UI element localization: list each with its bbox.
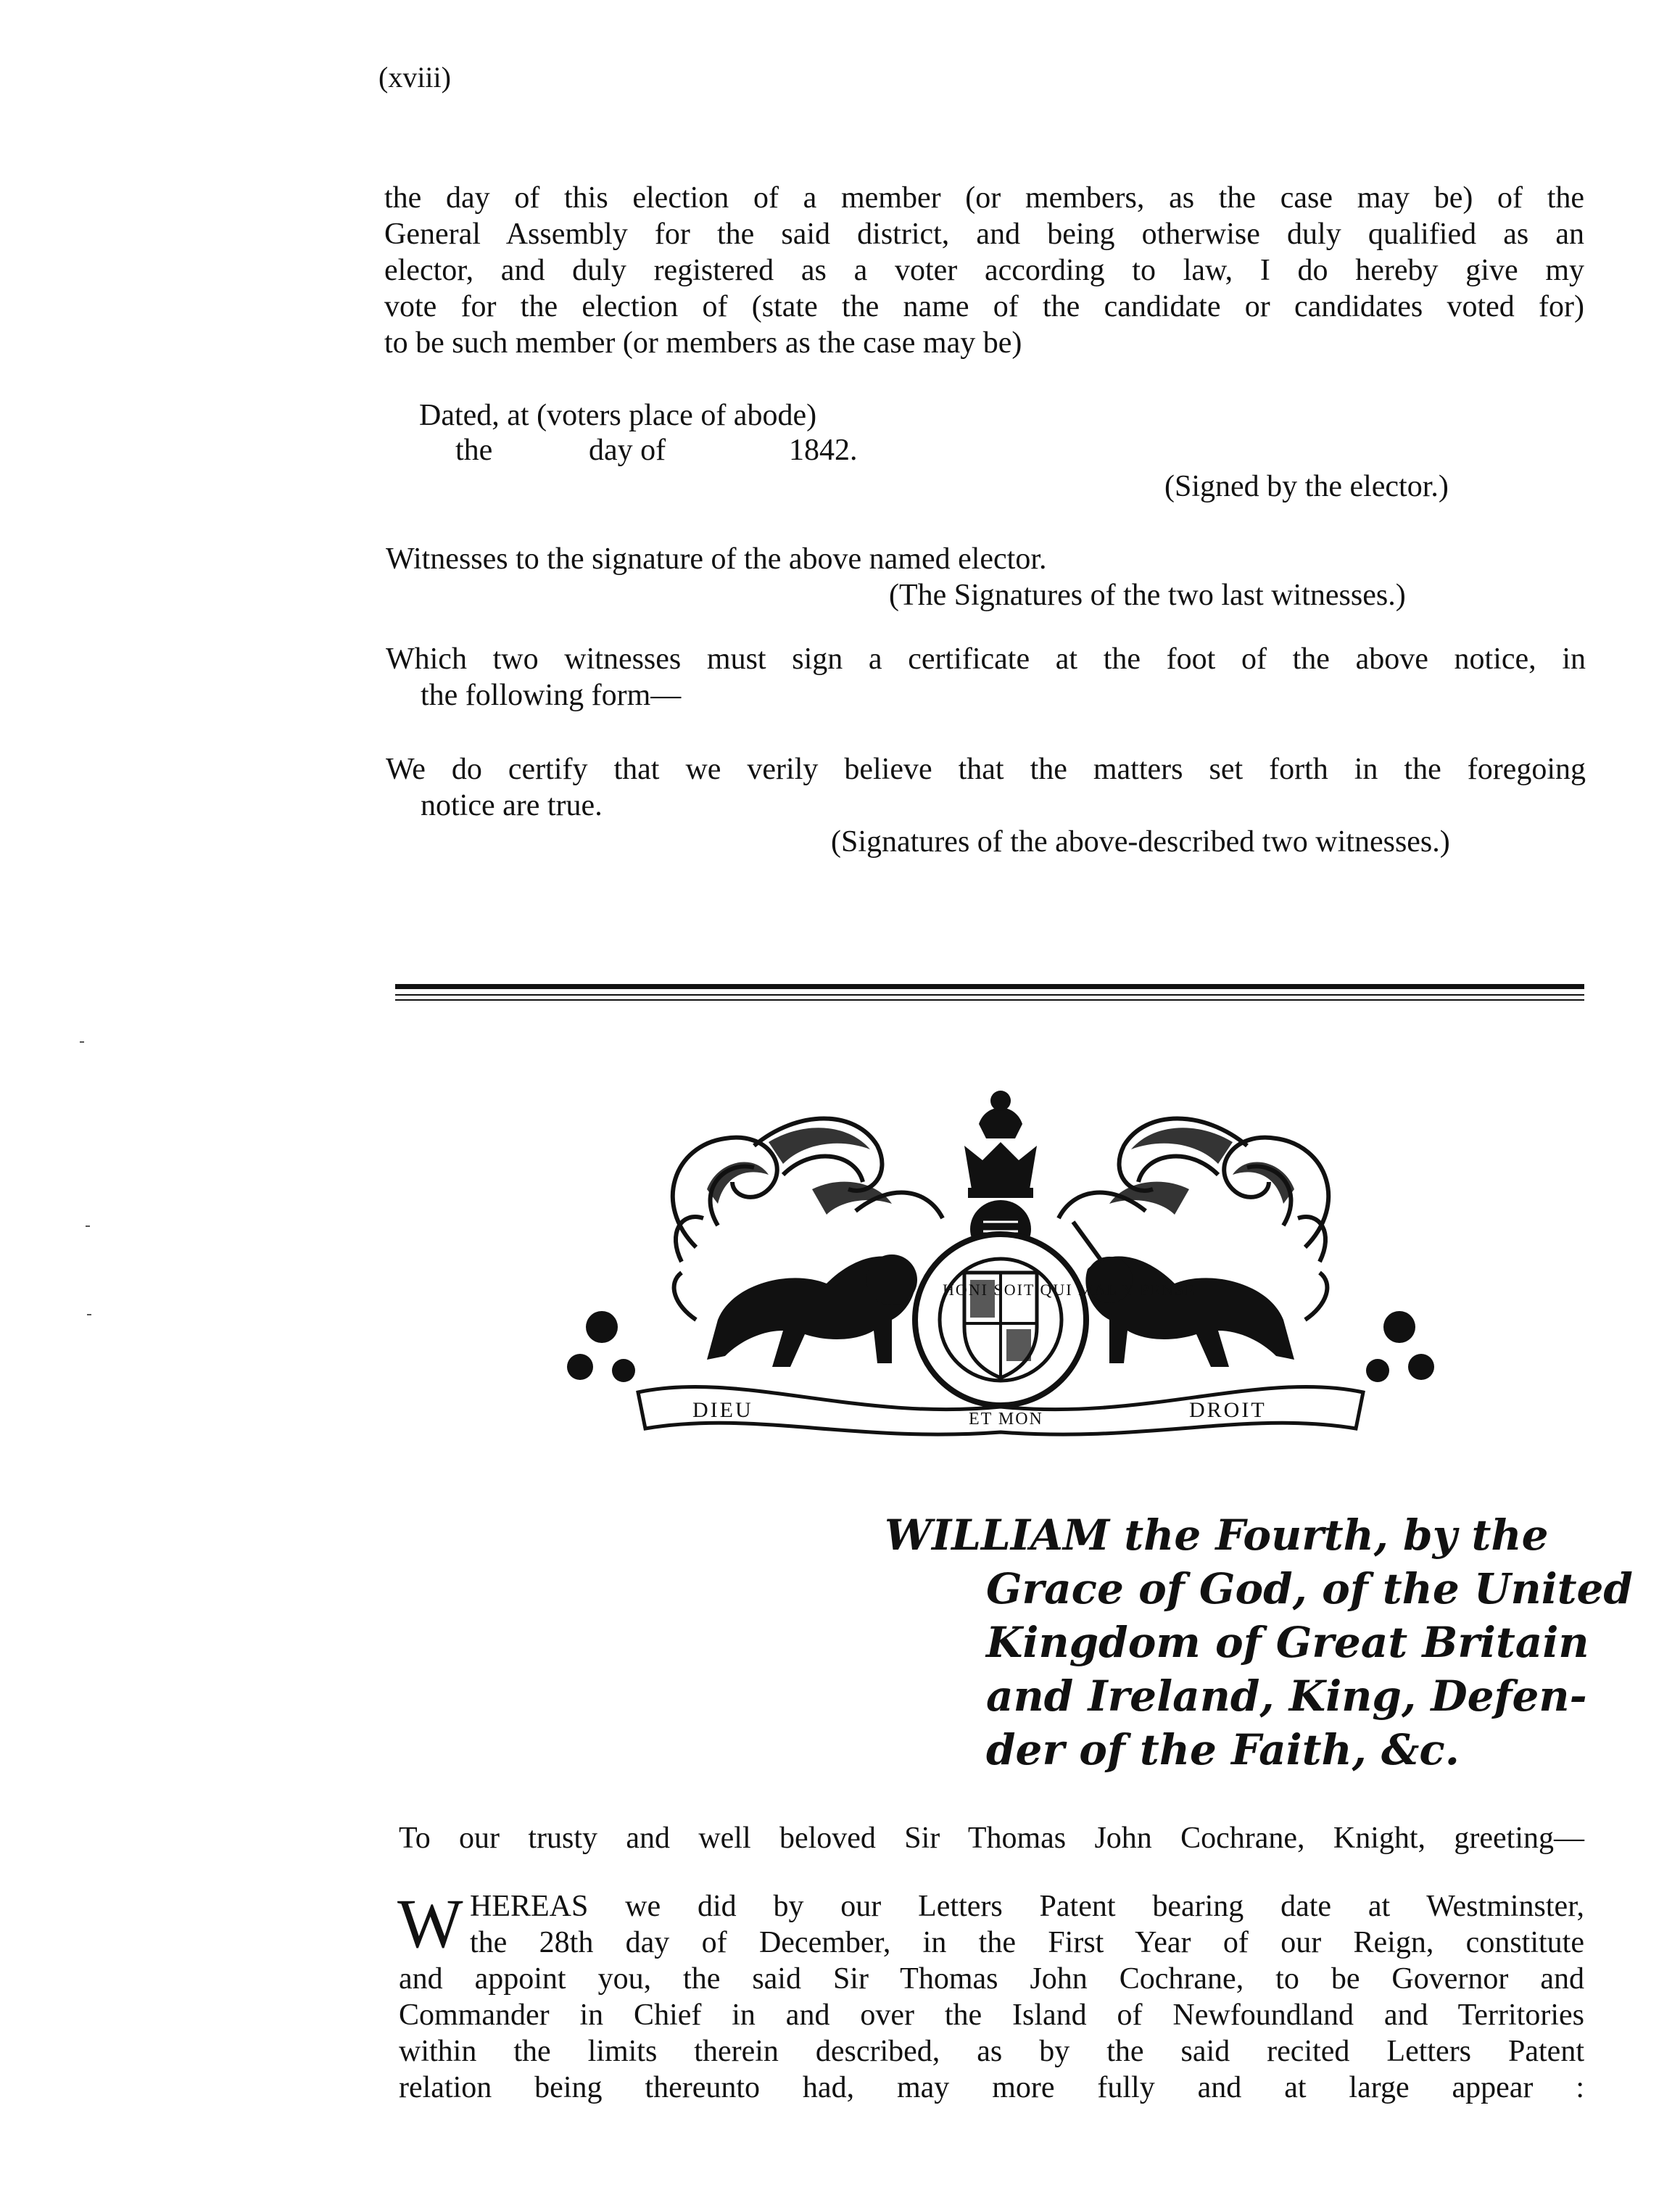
garter-motto: HONI SOIT QUI MAL Y PENSE xyxy=(943,1281,1196,1299)
motto-middle: ET MON xyxy=(969,1410,1043,1429)
royal-coat-of-arms xyxy=(551,1080,1450,1443)
date-the: the xyxy=(455,434,493,467)
margin-mark xyxy=(87,1314,91,1315)
whereas-paragraph xyxy=(399,1961,1584,2106)
notice-line: to be such member (or members as the case may be) xyxy=(384,326,1022,360)
whereas-line: the 28th day of December, in the First Year of our Reign, constitute xyxy=(470,1926,1584,1959)
lion-supporter-icon xyxy=(674,1254,917,1367)
notice-line: the day of this election of a member (or members, as the case may be) of the xyxy=(384,181,1584,215)
page-number: (xviii) xyxy=(378,61,451,94)
title-line: and Ireland, King, Defen- xyxy=(986,1671,1587,1721)
garter-shield-icon xyxy=(915,1234,1086,1405)
whereas-line: and appoint you, the said Sir Thomas John Cochrane, to be Governor and xyxy=(399,1962,1584,1996)
whereas-line: Commander in Chief in and over the Island of Newfoundland and Territories xyxy=(399,1998,1584,2032)
crown-icon xyxy=(964,1091,1037,1198)
whereas-line: HEREAS we did by our Letters Patent bearing date at Westminster, xyxy=(470,1890,1584,1923)
whereas-line: relation being thereunto had, may more fully and at large appear : xyxy=(399,2071,1584,2104)
following-form-line: the following form— xyxy=(421,679,682,712)
title-line: der of the Faith, &c. xyxy=(986,1725,1460,1774)
divider-rule xyxy=(395,999,1584,1001)
whereas-line: within the limits therein described, as by the said recited Letters Patent xyxy=(399,2035,1584,2068)
date-year: 1842. xyxy=(789,434,858,467)
witnesses-line: Witnesses to the signature of the above named elector. xyxy=(386,542,1047,576)
date-day-of: day of xyxy=(589,434,666,467)
title-line: WILLIAM the Fourth, by the xyxy=(885,1510,1549,1560)
signed-by-elector: (Signed by the elector.) xyxy=(1164,470,1449,503)
which-witnesses-line: Which two witnesses must sign a certificate at the foot of the above notice, in xyxy=(386,642,1586,676)
greeting-line: To our trusty and well beloved Sir Thomas John Cochrane, Knight, greeting— xyxy=(399,1822,1584,1855)
voter-notice-paragraph xyxy=(384,180,1584,361)
margin-mark xyxy=(86,1225,90,1227)
notice-line: General Assembly for the said district, and being otherwise duly qualified as an xyxy=(384,218,1584,251)
title-line: Grace of God, of the United xyxy=(986,1564,1633,1613)
notice-line: elector, and duly registered as a voter according to law, I do hereby give my xyxy=(384,254,1584,287)
divider-rule xyxy=(395,994,1584,996)
certify-line: We do certify that we verily believe that the matters set forth in the foregoing xyxy=(386,753,1586,786)
drop-cap: W xyxy=(397,1885,463,1962)
notice-true-line: notice are true. xyxy=(421,789,603,822)
title-line: Kingdom of Great Britain xyxy=(986,1618,1589,1667)
margin-mark xyxy=(80,1041,84,1043)
dated-line: Dated, at (voters place of abode) xyxy=(419,399,817,432)
certify-signatures: (Signatures of the above-described two witnesses.) xyxy=(831,825,1450,859)
notice-line: vote for the election of (state the name of the candidate or candidates voted for) xyxy=(384,290,1584,323)
motto-left: DIEU xyxy=(692,1398,753,1422)
motto-right: DROIT xyxy=(1189,1398,1267,1422)
witnesses-signatures: (The Signatures of the two last witnesses.) xyxy=(889,579,1406,612)
divider-rule xyxy=(395,984,1584,989)
